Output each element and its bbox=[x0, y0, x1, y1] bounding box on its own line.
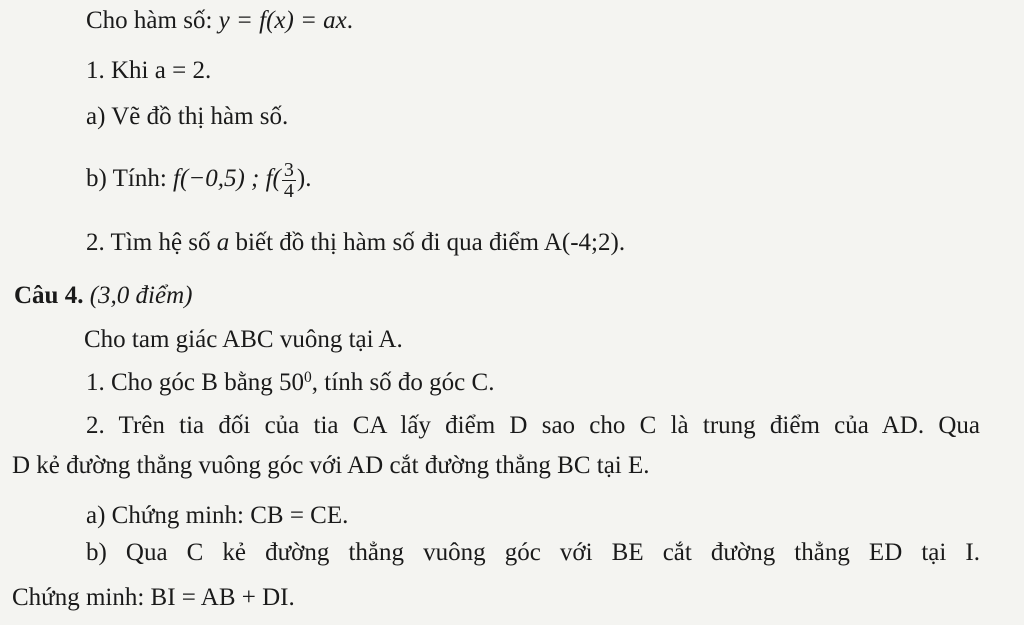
question-4-label: Câu 4. bbox=[14, 282, 84, 309]
function-formula: y = f(x) = ax bbox=[218, 7, 347, 34]
line-part2 bbox=[86, 230, 625, 255]
line-function-def bbox=[86, 8, 353, 33]
line-function-def-end: . bbox=[346, 7, 354, 34]
question-4-points: (3,0 điểm) bbox=[83, 282, 193, 309]
line-part1b-text: b) Tính: bbox=[86, 165, 174, 193]
degree-superscript: 0 bbox=[304, 369, 312, 387]
line-triangle-intro: Cho tam giác ABC vuông tại A. bbox=[84, 326, 403, 353]
question-4-heading bbox=[14, 283, 192, 308]
line-part2-post: biết đồ thị hàm số đi qua điểm A(-4;2). bbox=[229, 229, 626, 256]
line-part1: 1. Khi a = 2. bbox=[86, 57, 212, 84]
line-part1a: a) Vẽ đồ thị hàm số. bbox=[86, 103, 289, 130]
line-q4-part2: 2. Trên tia đối của tia CA lấy điểm D sao cho C là trung điểm của AD. Qua bbox=[86, 412, 980, 439]
line-q4-part2b: b) Qua C kẻ đường thẳng vuông góc với BE cắt đường thẳng ED tại I. bbox=[86, 539, 980, 566]
line-q4-part1-pre: 1. Cho góc B bằng 50 bbox=[86, 369, 305, 396]
line-q4-part1-post: , tính số đo góc C. bbox=[311, 369, 495, 396]
line-q4-part2b-cont: Chứng minh: BI = AB + DI. bbox=[12, 584, 295, 611]
fraction-numerator: 3 bbox=[283, 159, 294, 181]
line-part2-pre: 2. Tìm hệ số bbox=[86, 229, 217, 256]
coefficient-a: a bbox=[216, 229, 230, 256]
fraction-three-quarters bbox=[282, 160, 296, 201]
expression-f-three-quarters-close: ). bbox=[296, 165, 312, 193]
line-q4-part2-cont: D kẻ đường thẳng vuông góc với AD cắt đường thẳng BC tại E. bbox=[12, 452, 650, 479]
fraction-denominator: 4 bbox=[283, 180, 294, 202]
line-q4-part2a: a) Chứng minh: CB = CE. bbox=[86, 502, 349, 529]
line-part1b bbox=[86, 160, 311, 201]
line-q4-part1 bbox=[86, 370, 494, 395]
expression-f-three-quarters-open: f( bbox=[265, 165, 281, 193]
line-function-def-text: Cho hàm số: bbox=[86, 7, 219, 34]
expression-f-neg-half: f(−0,5) ; bbox=[173, 165, 266, 193]
